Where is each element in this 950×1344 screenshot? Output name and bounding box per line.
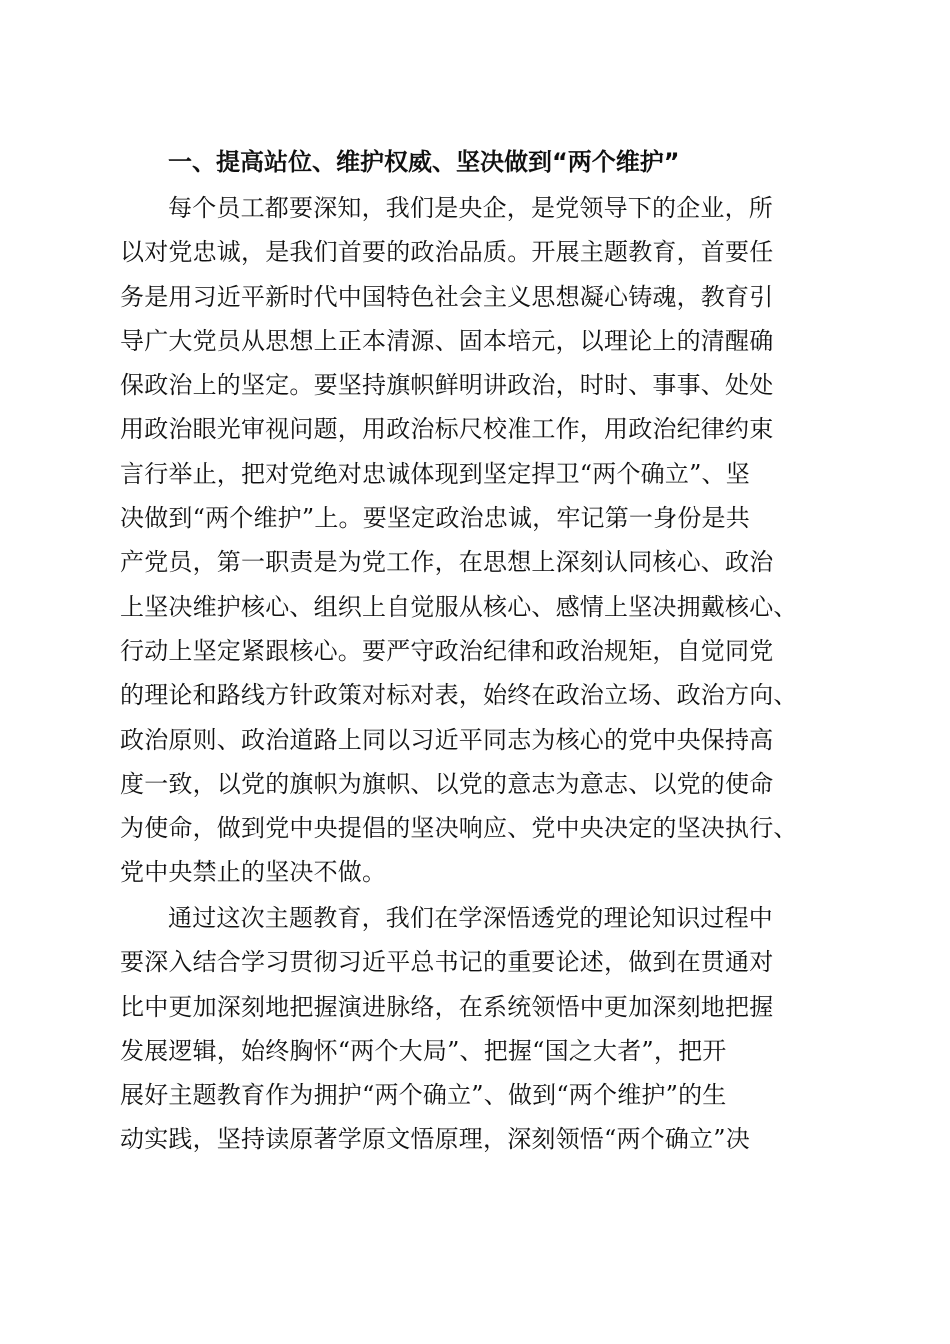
paragraph-line: 言行举止，把对党绝对忠诚体现到坚定捍卫“两个确立”、坚 <box>120 459 750 488</box>
paragraph-line: 比中更加深刻地把握演进脉络，在系统领悟中更加深刻地把握 <box>120 992 774 1021</box>
paragraph-line: 为使命，做到党中央提倡的坚决响应、党中央决定的坚决执行、 <box>120 814 798 843</box>
paragraph-line: 党中央禁止的坚决不做。 <box>120 858 387 887</box>
paragraph-line: 度一致，以党的旗帜为旗帜、以党的意志为意志、以党的使命 <box>120 769 774 798</box>
paragraph-line: 每个员工都要深知，我们是央企，是党领导下的企业，所 <box>168 194 773 222</box>
section-heading: 一、提高站位、维护权威、坚决做到“两个维护” <box>168 148 680 176</box>
paragraph-line: 通过这次主题教育，我们在学深悟透党的理论知识过程中 <box>168 904 773 932</box>
paragraph-line: 务是用习近平新时代中国特色社会主义思想凝心铸魂，教育引 <box>120 282 774 311</box>
paragraph-line: 决做到“两个维护”上。要坚定政治忠诚，牢记第一身份是共 <box>120 504 750 533</box>
paragraph-line: 要深入结合学习贯彻习近平总书记的重要论述，做到在贯通对 <box>120 948 774 977</box>
paragraph-line: 以对党忠诚，是我们首要的政治品质。开展主题教育，首要任 <box>120 238 774 267</box>
paragraph-line: 动实践，坚持读原著学原文悟原理，深刻领悟“两个确立”决 <box>120 1125 750 1154</box>
paragraph-line: 保政治上的坚定。要坚持旗帜鲜明讲政治，时时、事事、处处 <box>120 371 774 400</box>
paragraph-line: 导广大党员从思想上正本清源、固本培元，以理论上的清醒确 <box>120 326 774 355</box>
paragraph-2 <box>120 896 840 1162</box>
paragraph-line: 用政治眼光审视问题，用政治标尺校准工作，用政治纪律约束 <box>120 415 774 444</box>
paragraph-line: 展好主题教育作为拥护“两个确立”、做到“两个维护”的生 <box>120 1081 727 1110</box>
paragraph-line: 产党员，第一职责是为党工作，在思想上深刻认同核心、政治 <box>120 548 774 577</box>
paragraph-line: 发展逻辑，始终胸怀“两个大局”、把握“国之大者”，把开 <box>120 1036 727 1065</box>
paragraph-1 <box>120 186 840 895</box>
paragraph-line: 的理论和路线方针政策对标对表，始终在政治立场、政治方向、 <box>120 681 798 710</box>
paragraph-line: 行动上坚定紧跟核心。要严守政治纪律和政治规矩，自觉同党 <box>120 636 774 665</box>
paragraph-line: 上坚决维护核心、组织上自觉服从核心、感情上坚决拥戴核心、 <box>120 592 798 621</box>
paragraph-line: 政治原则、政治道路上同以习近平同志为核心的党中央保持高 <box>120 725 774 754</box>
